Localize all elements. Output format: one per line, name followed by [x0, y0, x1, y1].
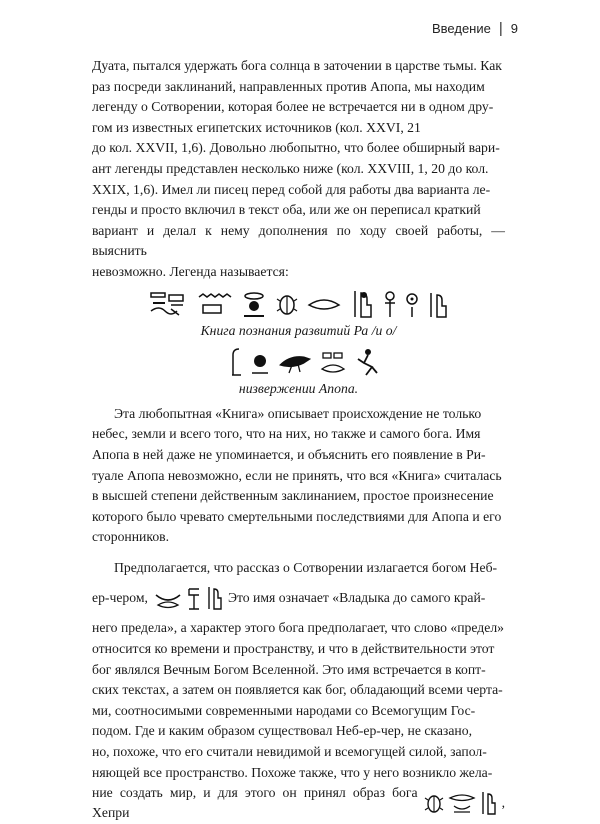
text-line: него предела», а характер этого бога предполагает, что слово «предел» [92, 620, 504, 636]
hieroglyph-circle-icon [250, 347, 270, 377]
text-fragment: ние создать мир, и для этого он принял образ бога Хепри [92, 784, 418, 821]
hieroglyph-mouth-icon [307, 289, 341, 319]
paragraph-2 [92, 404, 505, 548]
text-line: невозможно. Легенда называется: [92, 263, 289, 279]
hieroglyph-seated-god-icon [206, 585, 222, 611]
hieroglyph-ankh-icon [383, 289, 397, 319]
text-line: которого было чревато смертельными последствиями для Апопа и его [92, 508, 502, 524]
text-line-with-glyphs [92, 582, 505, 614]
hieroglyph-sun-disk-icon [405, 289, 419, 319]
text-line: сторонников. [92, 529, 170, 545]
hieroglyph-bird-icon [278, 347, 312, 377]
hieroglyph-bundle-icon [186, 585, 202, 611]
hieroglyph-sun-icon [241, 289, 267, 319]
text-line: легенду о Сотворении, которая более не встречается ни в одном дру- [92, 99, 494, 115]
hieroglyph-book-icon [149, 289, 189, 319]
hieroglyph-scarab-icon [275, 289, 299, 319]
text-fragment: , [501, 794, 505, 810]
hieroglyph-basket-icon [154, 585, 182, 611]
header-separator: | [498, 20, 503, 37]
caption-book-title: Книга познания развитий Ра /и о/ [200, 322, 397, 338]
text-line: Эта любопытная «Книга» описывает происхождение не только [114, 405, 482, 421]
text-fragment: ер-чером, [92, 590, 148, 606]
section-title: Введение [431, 21, 491, 36]
paragraph-1 [92, 56, 505, 283]
running-header [432, 20, 518, 37]
text-line: ских текстах, а затем он появляется как бог, обладающий всеми черта- [92, 682, 503, 698]
text-line: в высшей степени действенным заклинанием, простое произнесение [92, 488, 494, 504]
hieroglyph-row-apop [92, 345, 505, 377]
hieroglyph-boxes-icon [320, 347, 346, 377]
text-line: подом. Где и каким образом существовал Неб-ер-чер, не сказано, [92, 723, 472, 739]
text-line: гом из известных египетских источников (кол. XXVI, 21 [92, 119, 421, 135]
hieroglyph-seated-god-icon [349, 289, 375, 319]
hieroglyph-seated-figure-icon [427, 289, 449, 319]
text-line: бог являлся Вечным Богом Вселенной. Это имя встречается в копт- [92, 661, 486, 677]
text-line: ант легенды представлен несколько ниже (кол. XXVIII, 1, 20 до кол. [92, 160, 489, 176]
hieroglyph-neb-er-cher [154, 585, 222, 611]
hieroglyph-row-title [92, 287, 505, 319]
text-line: относится ко времени и пространству, и что в действительности этот [92, 641, 495, 657]
text-line: Дуата, пытался удержать бога солнца в заточении в царстве тьмы. Как [92, 58, 502, 73]
hieroglyph-seated-god-icon [480, 790, 496, 816]
hieroglyph-kneeling-figure-icon [354, 347, 380, 377]
text-fragment: Это имя означает «Владыка до самого край- [227, 590, 486, 606]
text-line: няющей все пространство. Похоже также, что у него возникло жела- [92, 764, 493, 780]
page-body [92, 56, 505, 819]
hieroglyph-water-icon [197, 289, 233, 319]
text-line: генды и просто включил в текст оба, или же он переписал краткий [92, 202, 481, 218]
page-number: 9 [510, 21, 518, 36]
paragraph-3 [92, 558, 505, 819]
text-line-with-glyphs [92, 784, 505, 821]
hieroglyph-reed-icon [230, 347, 242, 377]
hieroglyph-scarab-icon [424, 790, 444, 816]
text-line: ми, соотносимыми современными народами со Всемогущим Гос- [92, 702, 476, 718]
text-line: туале Апопа невозможно, если не принять, что вся «Книга» считалась [92, 467, 502, 483]
text-line: небес, земли и всего того, что на них, но также и самого бога. Имя [92, 426, 481, 442]
text-line: но, похоже, что его считали невидимой и всемогущей силой, запол- [92, 744, 487, 760]
caption-apop: низвержении Апопа. [238, 381, 359, 397]
text-line: XXIX, 1,6). Имел ли писец перед собой для работы два варианта ле- [92, 181, 491, 197]
text-line: до кол. XXVII, 1,6). Довольно любопытно, что более обширный вари- [92, 140, 500, 156]
hieroglyph-khepri [424, 790, 496, 816]
text-line: раз посреди заклинаний, направленных против Апопа, мы находим [92, 78, 485, 94]
text-line: Апопа в ней даже не упоминается, и объяснить его появление в Ри- [92, 446, 486, 462]
hieroglyph-mouth-icon [448, 790, 476, 816]
text-line: Предполагается, что рассказ о Сотворении излагается богом Неб- [114, 559, 498, 575]
text-line: вариант и делал к нему дополнения по ходу своей работы, — выяснить [92, 222, 505, 259]
